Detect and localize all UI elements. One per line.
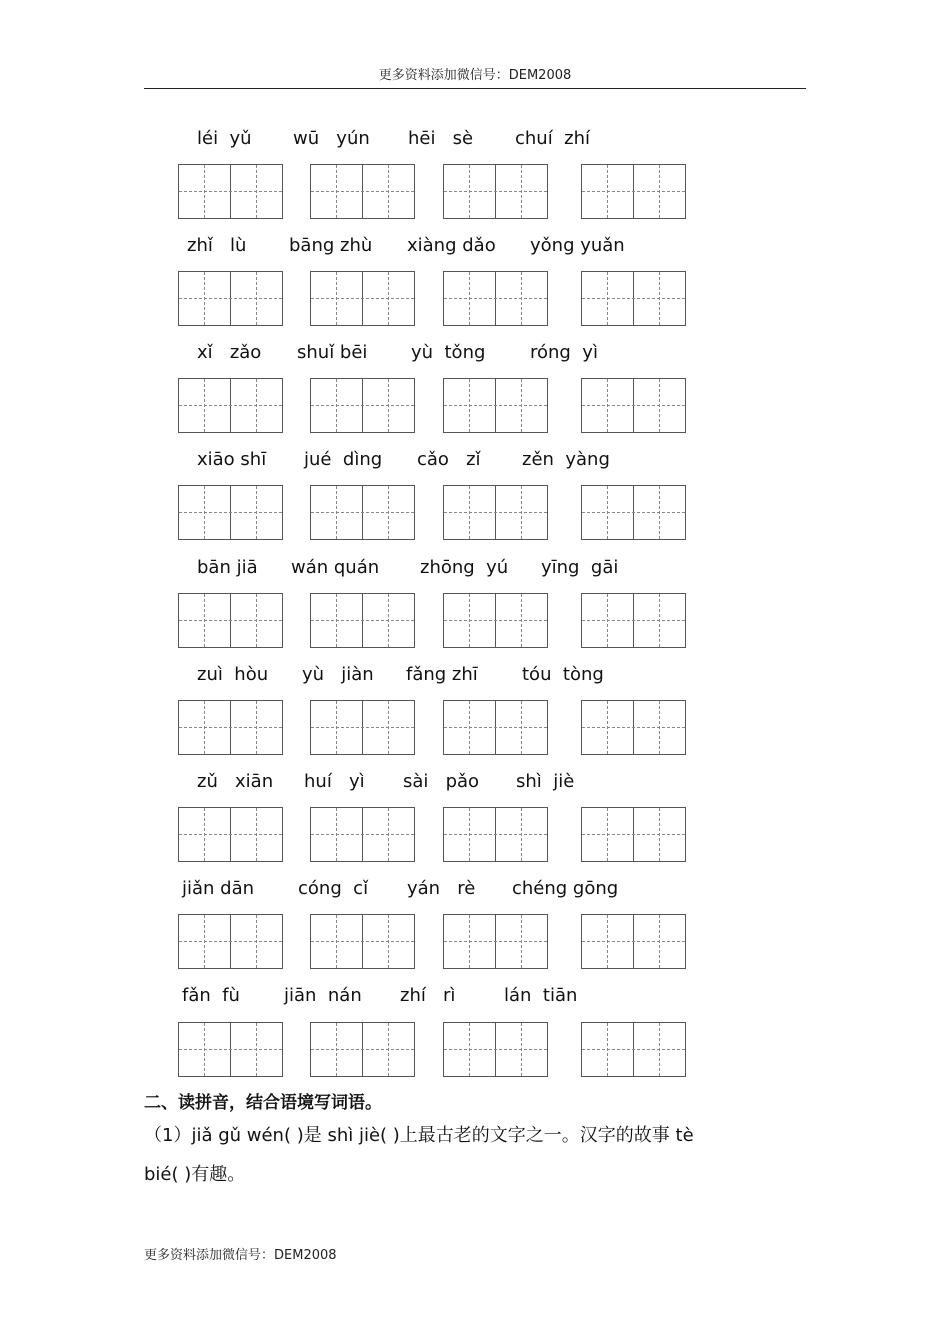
tian-zi-ge-box[interactable]	[310, 700, 415, 755]
tian-zi-ge-box[interactable]	[310, 271, 415, 326]
writing-box-row	[0, 378, 950, 434]
pinyin-word: zěn yàng	[522, 449, 610, 470]
pinyin-word: yīng gāi	[541, 557, 619, 578]
pinyin-word: lán tiān	[504, 985, 578, 1006]
question-1-line-1: （1）jiǎ gǔ wén( )是 shì jiè( )上最古老的文字之一。汉字的故事 tè	[144, 1125, 694, 1146]
writing-box-row	[0, 1022, 950, 1078]
pinyin-word: bāng zhù	[289, 235, 373, 256]
pinyin-word: tóu tòng	[522, 664, 604, 685]
tian-zi-ge-box[interactable]	[178, 378, 283, 433]
pinyin-word: xiāo shī	[197, 449, 267, 470]
tian-zi-ge-box[interactable]	[581, 914, 686, 969]
tian-zi-ge-box[interactable]	[443, 164, 548, 219]
tian-zi-ge-box[interactable]	[178, 164, 283, 219]
pinyin-row	[0, 983, 950, 1009]
pinyin-word: cóng cǐ	[298, 878, 369, 899]
writing-box-row	[0, 807, 950, 863]
tian-zi-ge-box[interactable]	[310, 164, 415, 219]
tian-zi-ge-box[interactable]	[310, 485, 415, 540]
tian-zi-ge-box[interactable]	[581, 700, 686, 755]
tian-zi-ge-box[interactable]	[178, 485, 283, 540]
pinyin-word: wū yún	[293, 128, 370, 149]
writing-box-row	[0, 593, 950, 649]
tian-zi-ge-box[interactable]	[581, 807, 686, 862]
tian-zi-ge-box[interactable]	[443, 271, 548, 326]
tian-zi-ge-box[interactable]	[310, 593, 415, 648]
pinyin-word: xǐ zǎo	[197, 342, 262, 363]
question-1-line-2: bié( )有趣。	[144, 1164, 246, 1185]
tian-zi-ge-box[interactable]	[443, 485, 548, 540]
pinyin-word: cǎo zǐ	[417, 449, 481, 470]
pinyin-word: fǎng zhī	[406, 664, 478, 685]
tian-zi-ge-box[interactable]	[581, 378, 686, 433]
pinyin-word: shuǐ bēi	[297, 342, 368, 363]
tian-zi-ge-box[interactable]	[443, 1022, 548, 1077]
pinyin-word: róng yì	[530, 342, 598, 363]
pinyin-word: bān jiā	[197, 557, 258, 578]
pinyin-word: chéng gōng	[512, 878, 619, 899]
pinyin-word: hēi sè	[408, 128, 474, 149]
tian-zi-ge-box[interactable]	[581, 164, 686, 219]
pinyin-row	[0, 447, 950, 473]
page-footer: 更多资料添加微信号：DEM2008	[144, 1248, 337, 1263]
tian-zi-ge-box[interactable]	[178, 593, 283, 648]
pinyin-word: zhōng yú	[420, 557, 509, 578]
section-title: 二、读拼音，结合语境写词语。	[144, 1093, 382, 1113]
pinyin-word: sài pǎo	[403, 771, 480, 792]
pinyin-word: yán rè	[407, 878, 476, 899]
tian-zi-ge-box[interactable]	[443, 700, 548, 755]
pinyin-row	[0, 340, 950, 366]
pinyin-word: yù tǒng	[411, 342, 486, 363]
pinyin-word: zuì hòu	[197, 664, 269, 685]
pinyin-word: huí yì	[304, 771, 365, 792]
tian-zi-ge-box[interactable]	[581, 593, 686, 648]
pinyin-row	[0, 233, 950, 259]
writing-box-row	[0, 485, 950, 541]
tian-zi-ge-box[interactable]	[178, 271, 283, 326]
tian-zi-ge-box[interactable]	[581, 1022, 686, 1077]
tian-zi-ge-box[interactable]	[310, 914, 415, 969]
tian-zi-ge-box[interactable]	[581, 271, 686, 326]
tian-zi-ge-box[interactable]	[178, 1022, 283, 1077]
pinyin-word: zhí rì	[400, 985, 456, 1006]
pinyin-word: wán quán	[291, 557, 380, 578]
page-header: 更多资料添加微信号：DEM2008	[144, 66, 806, 89]
tian-zi-ge-box[interactable]	[443, 378, 548, 433]
pinyin-word: léi yǔ	[197, 128, 252, 149]
tian-zi-ge-box[interactable]	[178, 914, 283, 969]
pinyin-word: xiàng dǎo	[407, 235, 496, 256]
pinyin-word: chuí zhí	[515, 128, 591, 149]
pinyin-word: jué dìng	[304, 449, 383, 470]
pinyin-word: zhǐ lù	[187, 235, 247, 256]
writing-box-row	[0, 271, 950, 327]
writing-box-row	[0, 700, 950, 756]
tian-zi-ge-box[interactable]	[581, 485, 686, 540]
pinyin-row	[0, 555, 950, 581]
pinyin-word: yǒng yuǎn	[530, 235, 625, 256]
tian-zi-ge-box[interactable]	[443, 807, 548, 862]
pinyin-row	[0, 876, 950, 902]
tian-zi-ge-box[interactable]	[310, 378, 415, 433]
pinyin-word: zǔ xiān	[197, 771, 274, 792]
tian-zi-ge-box[interactable]	[310, 1022, 415, 1077]
pinyin-row	[0, 769, 950, 795]
writing-box-row	[0, 914, 950, 970]
pinyin-word: fǎn fù	[182, 985, 240, 1006]
writing-box-row	[0, 164, 950, 220]
pinyin-word: jiǎn dān	[182, 878, 255, 899]
pinyin-word: shì jiè	[516, 771, 575, 792]
tian-zi-ge-box[interactable]	[310, 807, 415, 862]
tian-zi-ge-box[interactable]	[178, 807, 283, 862]
tian-zi-ge-box[interactable]	[443, 914, 548, 969]
pinyin-word: jiān nán	[284, 985, 362, 1006]
tian-zi-ge-box[interactable]	[178, 700, 283, 755]
pinyin-word: yù jiàn	[302, 664, 374, 685]
tian-zi-ge-box[interactable]	[443, 593, 548, 648]
pinyin-row	[0, 126, 950, 152]
pinyin-row	[0, 662, 950, 688]
